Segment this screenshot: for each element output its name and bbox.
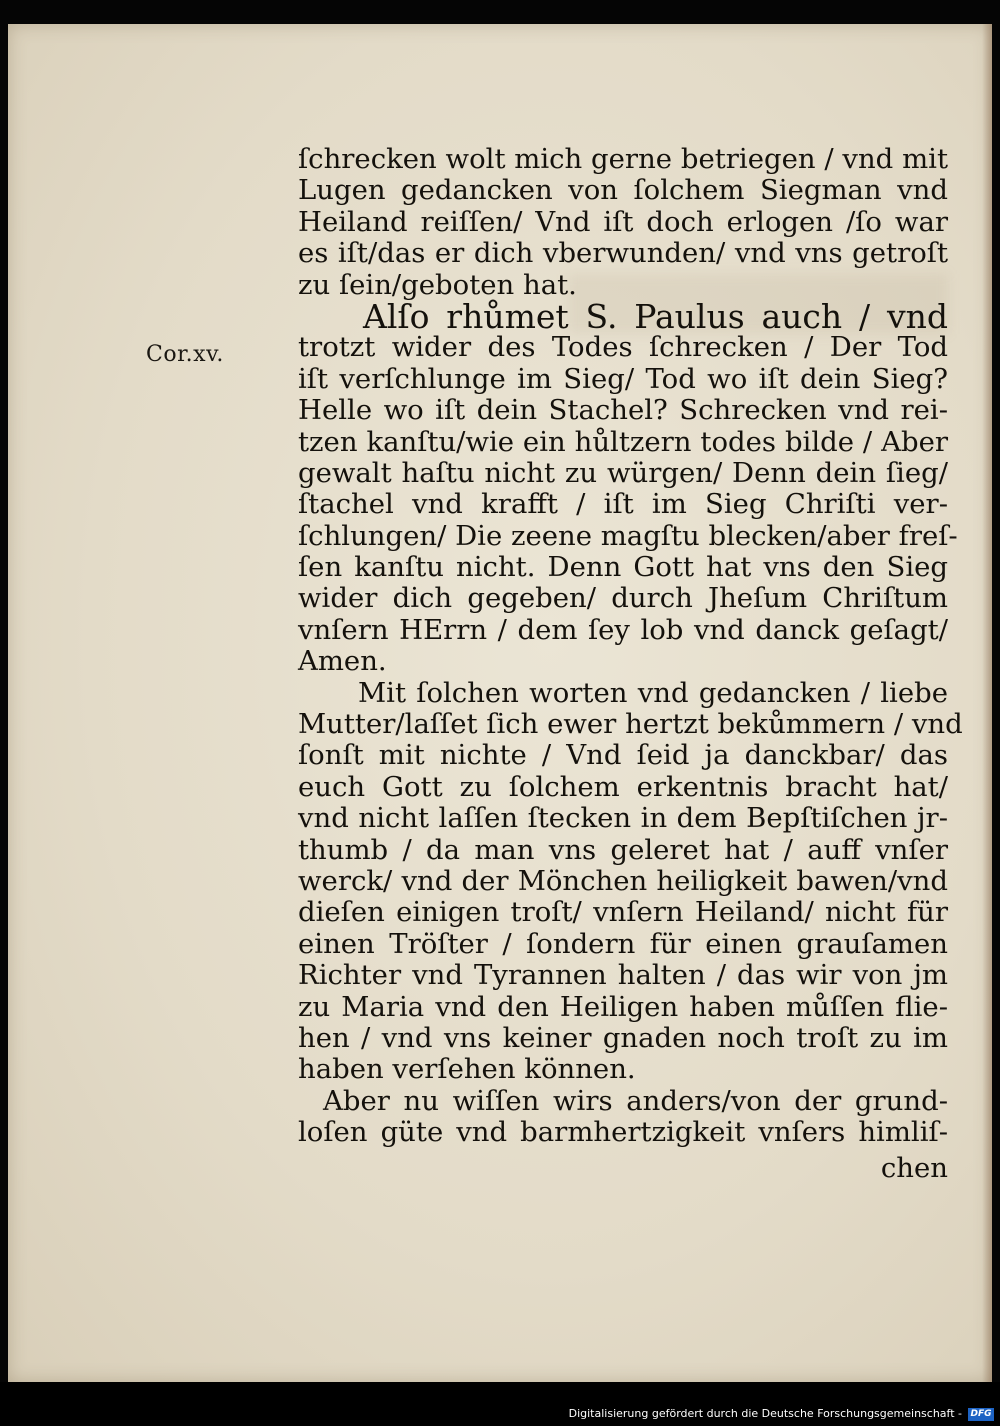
text-line: loſen güte vnd barmhertzigkeit vnſers himliſ-: [298, 1116, 948, 1149]
text-line: vnd nicht laſſen ſtecken in dem Bepſtiſchen jr-: [298, 802, 948, 835]
text-line: zu ſein/geboten hat.: [298, 268, 577, 301]
funding-credit: Digitalisierung gefördert durch die Deutsche Forschungsgemeinschaft -: [568, 1407, 962, 1420]
body-text: [298, 143, 963, 1184]
text-line: hen / vnd vns keiner gnaden noch troſt zu im: [298, 1021, 948, 1054]
text-line: Alſo rhůmet S. Paulus auch / vnd: [363, 296, 948, 336]
text-line: ſchrecken wolt mich gerne betriegen / vnd mit: [298, 143, 948, 175]
text-line: werck/ vnd der Mönchen heiligkeit bawen/vnd: [298, 864, 948, 897]
text-line: Amen.: [298, 645, 387, 678]
text-line: ſonſt mit nichte / Vnd ſeid ja danckbar/ das: [298, 739, 948, 772]
text-line: zu Maria vnd den Heiligen haben můſſen flie-: [298, 990, 948, 1023]
text-line: haben verſehen können.: [298, 1053, 636, 1086]
text-line: tzen kanſtu/wie ein hůltzern todes bilde / Aber: [298, 425, 948, 458]
text-line: Helle wo iſt dein Stachel? Schrecken vnd rei-: [298, 394, 948, 427]
catchword: chen: [880, 1151, 948, 1184]
footer-bar: [0, 1382, 1000, 1426]
text-line: Mutter/laſſet ſich ewer hertzt bekůmmern / vnd: [298, 708, 963, 741]
text-line: Aber nu wiſſen wirs anders/von der grund-: [323, 1084, 948, 1117]
text-line: wider dich gegeben/ durch Jheſum Chriſtum: [298, 582, 948, 615]
text-line: euch Gott zu ſolchem erkentnis bracht hat/: [298, 770, 948, 803]
text-line: iſt verſchlunge im Sieg/ Tod wo iſt dein Sieg?: [298, 362, 948, 395]
text-line: ſtachel vnd krafft / iſt im Sieg Chriſti ver-: [298, 488, 948, 521]
text-line: ſen kanſtu nicht. Denn Gott hat vns den Sieg: [298, 551, 948, 584]
text-line: dieſen einigen troſt/ vnſern Heiland/ nicht für: [298, 896, 948, 929]
text-line: trotzt wider des Todes ſchrecken / Der Tod: [298, 331, 948, 364]
book-page: [8, 24, 992, 1382]
text-line: thumb / da man vns geleret hat / auff vnſer: [298, 833, 948, 866]
text-line: vnſern HErrn / dem ſey lob vnd danck geſagt/: [298, 613, 948, 646]
margin-note: Cor.xv.: [146, 342, 224, 367]
dfg-logo-icon: DFG: [968, 1408, 994, 1421]
text-line: Richter vnd Tyrannen halten / das wir von jm: [298, 959, 948, 992]
text-line: Lugen gedancken von ſolchem Siegman vnd: [298, 174, 948, 207]
text-line: Mit ſolchen worten vnd gedancken / liebe: [358, 676, 948, 709]
page-edge-shadow: [982, 24, 992, 1382]
text-line: ſchlungen/ Die zeene magſtu blecken/aber freſ-: [298, 519, 958, 552]
text-line: Heiland reiſſen/ Vnd iſt doch erlogen /ſo war: [298, 205, 948, 238]
text-line: einen Tröſter / ſondern für einen grauſamen: [298, 927, 948, 960]
text-line: gewalt haſtu nicht zu würgen/ Denn dein ſieg/: [298, 456, 948, 489]
text-line: es iſt/das er dich vberwunden/ vnd vns getroſt: [298, 237, 948, 270]
